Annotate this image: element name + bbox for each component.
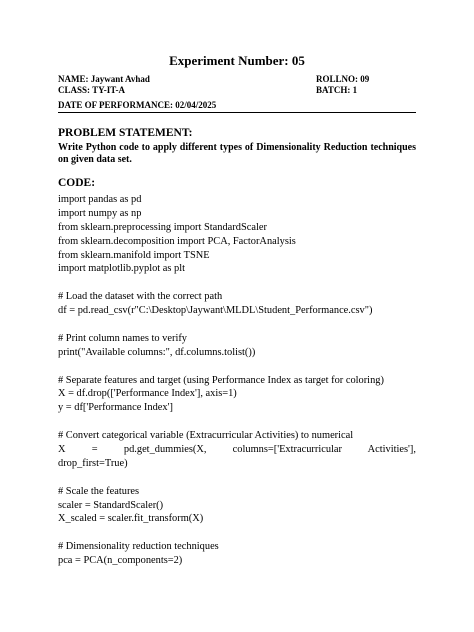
code-line: y = df['Performance Index']	[58, 402, 173, 414]
code-line	[58, 276, 416, 290]
code-line	[58, 526, 416, 540]
code-line	[58, 415, 416, 429]
student-name: NAME: Jaywant Avhad	[58, 74, 150, 84]
class-info-row	[58, 85, 416, 96]
code-block	[58, 193, 416, 568]
code-line: drop_first=True)	[58, 457, 128, 469]
code-line: import pandas as pd	[58, 194, 142, 205]
code-line: # Convert categorical variable (Extracurricular Activities) to numerical	[58, 430, 354, 442]
problem-statement-text: Write Python code to apply different types of Dimensionality Reduction techniques on given data set.	[58, 142, 416, 165]
code-line: import numpy as np	[58, 207, 142, 219]
code-line: pca = PCA(n_components=2)	[58, 555, 183, 567]
date-of-performance: DATE OF PERFORMANCE: 02/04/2025	[58, 100, 217, 110]
code-line: X = df.drop(['Performance Index'], axis=1)	[58, 388, 237, 400]
code-line	[58, 471, 416, 485]
batch-label: BATCH: 1	[316, 85, 358, 95]
code-line: # Print column names to verify	[58, 332, 187, 344]
student-info-row	[58, 74, 416, 85]
experiment-title: Experiment Number: 05	[169, 53, 305, 68]
code-line: # Scale the features	[58, 485, 140, 497]
code-line: # Dimensionality reduction techniques	[58, 541, 219, 553]
code-line	[58, 318, 416, 332]
code-line: X_scaled = scaler.fit_transform(X)	[58, 513, 204, 525]
code-line: from sklearn.decomposition import PCA, FactorAnalysis	[58, 235, 296, 247]
code-line: scaler = StandardScaler()	[58, 499, 164, 511]
code-line: print("Available columns:", df.columns.tolist())	[58, 346, 256, 358]
code-line	[58, 360, 416, 374]
header-divider	[58, 112, 416, 113]
code-line: import matplotlib.pyplot as plt	[58, 263, 185, 275]
code-line: from sklearn.preprocessing import StandardScaler	[58, 221, 267, 233]
date-row	[58, 100, 416, 111]
code-heading: CODE:	[58, 177, 96, 189]
code-line: X = pd.get_dummies(X, columns=['Extracurricular Activities'],	[58, 444, 416, 456]
code-line: # Load the dataset with the correct path	[58, 291, 223, 303]
problem-statement-heading: PROBLEM STATEMENT:	[58, 127, 193, 139]
class-label: CLASS: TY-IT-A	[58, 85, 125, 95]
code-line: df = pd.read_csv(r"C:\Desktop\Jaywant\MLDL\Student_Performance.csv")	[58, 305, 373, 317]
roll-number: ROLLNO: 09	[316, 74, 370, 84]
code-line: # Separate features and target (using Performance Index as target for coloring)	[58, 374, 384, 386]
code-line: from sklearn.manifold import TSNE	[58, 249, 210, 261]
